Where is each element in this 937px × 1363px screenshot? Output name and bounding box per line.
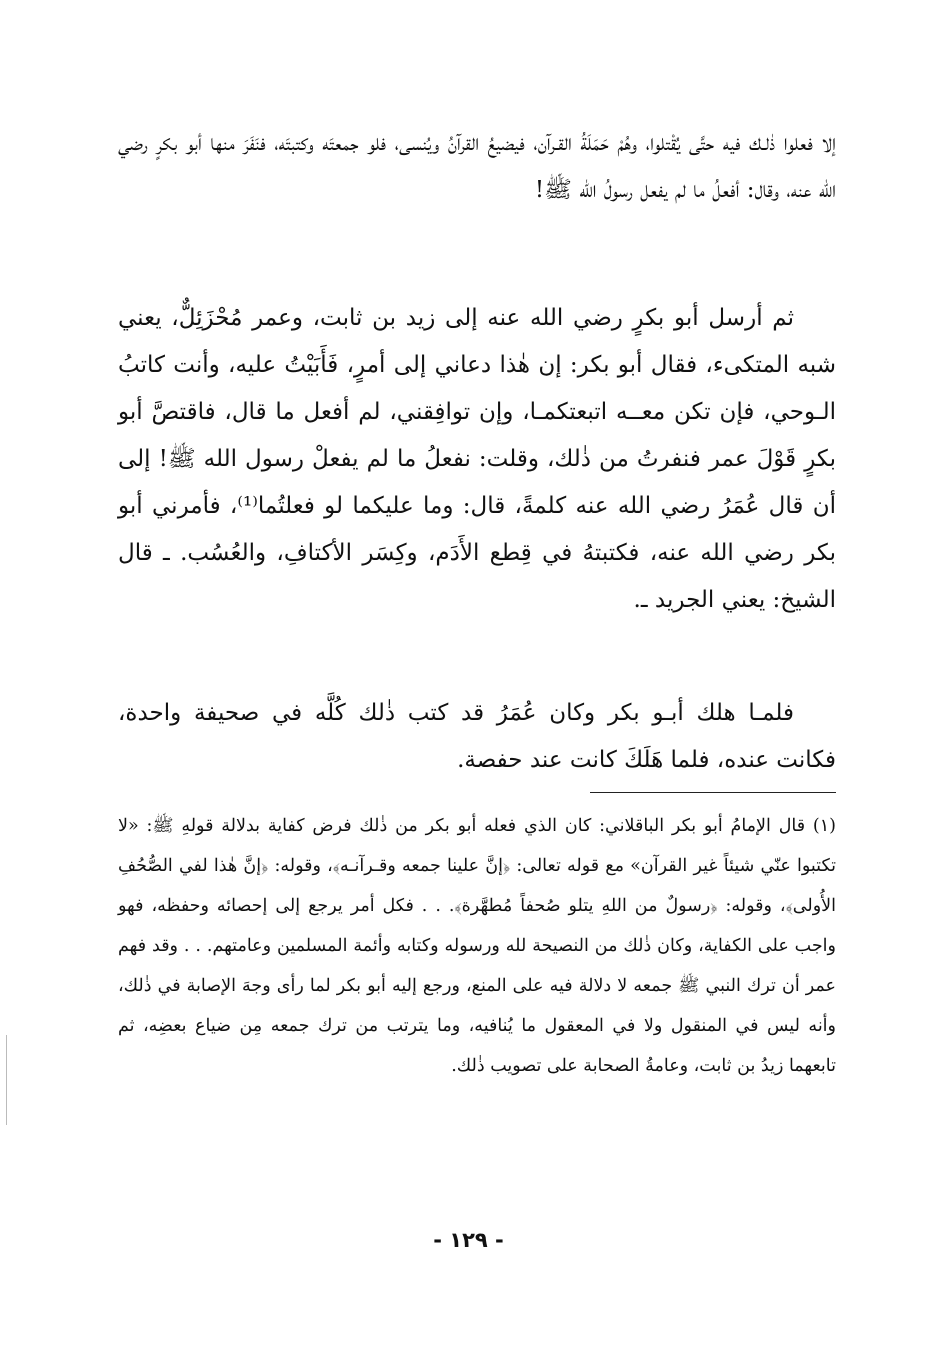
footnote-separator — [590, 792, 836, 793]
paragraph-3: فلمـا هلك أبـو بكر وكان عُمَرُ قد كتب ذٰلك كُلَّه في صحيفة واحدة، فكانت عنده، فلما هَلَكَ كانت عند حفصة. — [118, 700, 836, 773]
scan-margin-mark — [6, 1035, 7, 1125]
paragraph-2: ثم أرسل أبو بكرٍ رضي الله عنه إلى زيد بن ثابت، وعمر مُحْزَئِلٌّ، يعني شبه المتكىء، فقال أبو بكر: إن هٰذا دعاني إلى أمرٍ، فَأَبَيْتُ عليه، وأنت كاتبُ الـوحي، فإن تكن معــه اتبعتكمـا، وإن توافِقني، لم أفعل ما قال، فاقتصَّ أبو بكرٍ قَوْلَ عمر فنفرتُ من ذٰلك، وقلت: نفعلُ ما لم يفعلْ رسول الله ﷺ! إلى أن قال عُمَرُ رضي الله عنه كلمةً، قال: وما عليكما لو فعلتُما⁽¹⁾، فأمرني أبو بكر رضي الله عنه، فكتبتهُ في قِطع الأَدَم، وكِسَر الأكتافِ، والعُسُب. ـ قال الشيخ: يعني الجريد ـ. — [118, 305, 837, 613]
footnote-1: (١) قال الإمامُ أبو بكر الباقلاني: كان الذي فعله أبو بكر من ذٰلك فرض كفاية بدلالة قولهِ ﷺ: «لا تكتبوا عنّي شيئاً غير القرآن» مع قوله تعالى: ﴿إنَّ علينا جمعه وقـرآنـه﴾، وقوله: ﴿إنَّ هٰذا لفي الصُّحُفِ الأُولى﴾، وقوله: ﴿رسولٌ من اللهِ يتلو صُحفاً مُطهَّرة﴾. . . فكل أمر يرجع إلى إحصائه وحفظه، فهو واجب على الكفاية، وكان ذٰلك من النصيحة لله ورسوله وكتابه وأئمة المسلمين وعامتهم. . . وقد فهم عمر أن ترك النبي ﷺ جمعه لا دلالة فيه على المنع، ورجع إليه أبو بكر لما رأى وجهَ الإصابة في ذٰلك، وأنه ليس في المنقول ولا في المعقول ما يُنافيه، وما يترتب من ترك جمعه مِن ضياع بعضِه، ثم تابعهما زيدُ بن ثابت، وعامةُ الصحابة على تصويب ذٰلك. — [118, 816, 836, 1076]
paragraph-1: إلا فعلوا ذٰلـك فيه حتَّى يُقْتلوا، وهُمْ حَمَلَةُ القـرآن، فيضيعُ القرآنُ ويُنسى، فلو جمعتَه وكتبتَه، فنَفَرَ منها أبو بكرٍ رضي الله عنه، وقال: أفعلُ ما لم يفعل رسولُ الله ﷺ! — [118, 130, 836, 203]
page-number: - ١٢٩ - — [433, 1228, 504, 1252]
